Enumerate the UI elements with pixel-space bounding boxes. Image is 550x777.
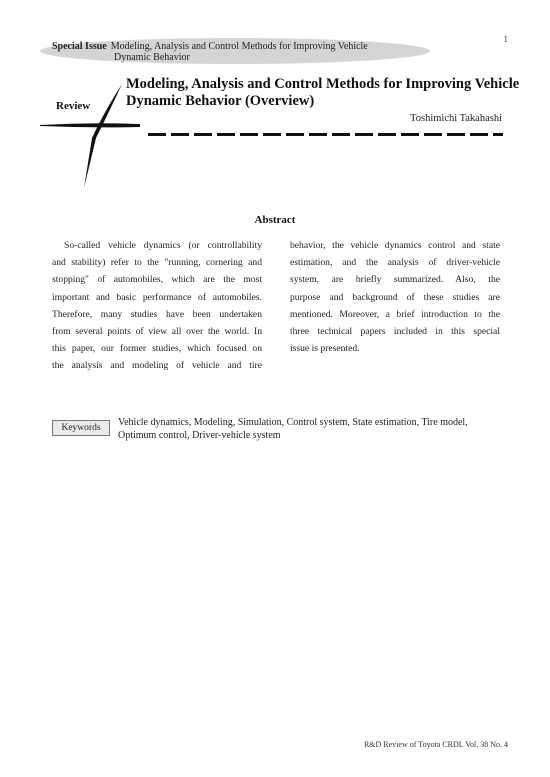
running-header-title-line2: Dynamic Behavior (114, 52, 190, 63)
abstract-line: from several points of view all over the world. In (52, 326, 262, 338)
abstract-line: stopping" of automobiles, which are the most (52, 274, 262, 286)
keywords-line1: Vehicle dynamics, Modeling, Simulation, Control system, State estimation, Tire model, (118, 417, 468, 428)
article-title-line2: Dynamic Behavior (Overview) (126, 93, 315, 109)
dashed-rule (148, 133, 503, 136)
article-title-line1: Modeling, Analysis and Control Methods for Improving Vehicle (126, 76, 520, 92)
abstract-line: three technical papers included in this special (290, 326, 500, 338)
abstract-line: purpose and background of these studies are (290, 291, 500, 303)
special-issue-label: Special Issue (52, 41, 107, 52)
swoosh-horizontal (40, 123, 140, 127)
abstract-line: the analysis and modeling of vehicle and tire (52, 360, 262, 372)
abstract-heading: Abstract (254, 214, 296, 226)
keywords-line2: Optimum control, Driver-vehicle system (118, 429, 281, 441)
abstract-line: Therefore, many studies have been undertaken (52, 308, 262, 320)
running-header-title-line1: Modeling, Analysis and Control Methods for Improving Vehicle (110, 41, 368, 52)
swoosh-upper (92, 84, 122, 138)
abstract-line: important and basic performance of automobiles. (52, 291, 262, 303)
abstract-left-column (52, 237, 262, 375)
abstract-line: estimation, and the analysis of driver-vehicle (290, 257, 500, 269)
abstract-line: system, are briefly summarized. Also, the (290, 274, 500, 286)
article-title (126, 76, 526, 110)
article-author: Toshimichi Takahashi (410, 113, 502, 124)
page-number: 1 (503, 34, 508, 44)
abstract-line: issue is presented. (290, 343, 360, 355)
keywords-list (118, 417, 518, 442)
abstract-line: this paper, our former studies, which focused on (52, 343, 262, 355)
abstract-line: So-called vehicle dynamics (or controllability (64, 240, 262, 251)
keywords-label: Keywords (52, 420, 110, 436)
swoosh-lower (84, 138, 96, 188)
abstract-line: and stability) refer to the "running, cornering and (52, 257, 262, 269)
abstract-line: behavior, the vehicle dynamics control and state (290, 240, 500, 251)
journal-footer: R&D Review of Toyota CRDL Vol. 38 No. 4 (363, 740, 508, 749)
abstract-line: mentioned. Moreover, a brief introduction to the (290, 308, 500, 320)
abstract-right-column (290, 237, 500, 357)
article-category: Review (56, 100, 91, 112)
